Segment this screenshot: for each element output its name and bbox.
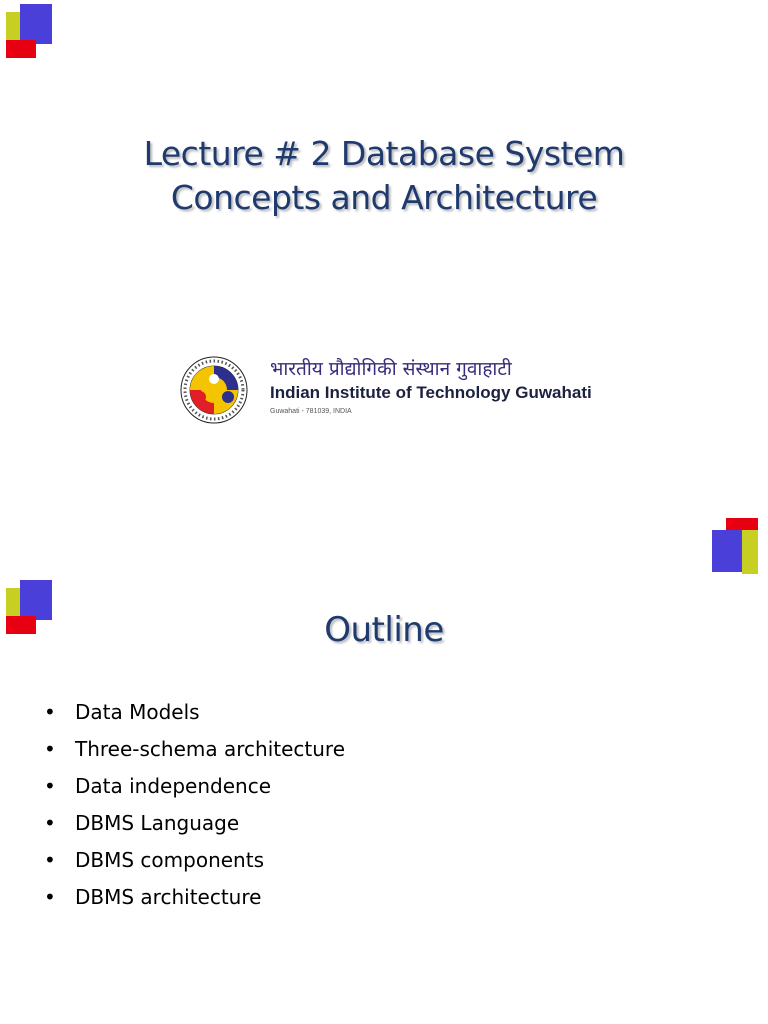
slide-title-text: [0, 132, 768, 220]
title-line-2: Concepts and Architecture: [170, 178, 598, 217]
logo-hindi-name: भारतीय प्रौद्योगिकी संस्थान गुवाहाटी: [270, 358, 512, 380]
outline-title: Outline: [324, 610, 444, 650]
title-line-1: Lecture # 2 Database System: [143, 134, 625, 173]
corner-decoration-bottom-right: [708, 516, 764, 574]
iit-guwahati-logo: [178, 355, 618, 425]
logo-english-name: Indian Institute of Technology Guwahati: [270, 383, 592, 402]
bullet-icon: •: [44, 737, 56, 761]
list-item: • DBMS Language: [44, 805, 345, 842]
bullet-icon: •: [44, 885, 56, 909]
list-item: • Three-schema architecture: [44, 731, 345, 768]
corner-decoration-top-left: [4, 4, 54, 60]
bullet-icon: •: [44, 848, 56, 872]
slide-outline: [0, 576, 768, 1024]
list-item: • DBMS components: [44, 842, 345, 879]
iit-seal-icon: [178, 355, 250, 425]
logo-address: Guwahati - 781039, INDIA: [270, 408, 352, 415]
list-item: • Data Models: [44, 694, 345, 731]
bullet-icon: •: [44, 700, 56, 724]
outline-list: [44, 694, 345, 916]
list-item: • DBMS architecture: [44, 879, 345, 916]
bullet-icon: •: [44, 774, 56, 798]
bullet-icon: •: [44, 811, 56, 835]
list-item: • Data independence: [44, 768, 345, 805]
